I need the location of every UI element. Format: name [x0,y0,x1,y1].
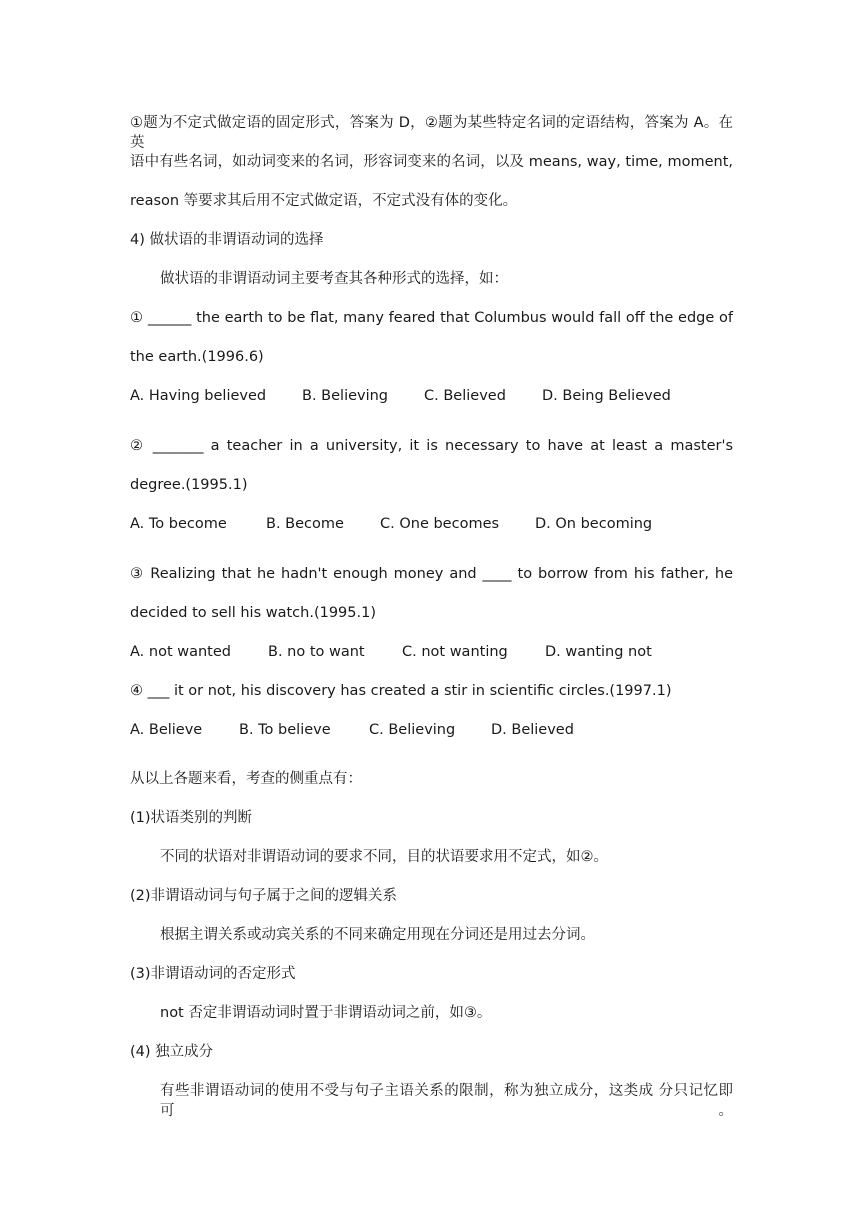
option-d: D. Believed [491,722,574,738]
option-a: A. To become [130,516,227,532]
option-d: D. On becoming [535,516,653,532]
question-1-text-cont: the earth.(1996.6) [130,349,264,365]
question-4-text: ④ ___ it or not, his discovery has created a stir in scientific circles.(1997.1) [130,683,672,699]
option-a: A. not wanted [130,644,231,660]
option-d: D. Being Believed [542,388,671,404]
summary-point-2-title: (2)非谓语动词与句子属于之间的逻辑关系 [130,888,398,904]
summary-point-3-title: (3)非谓语动词的否定形式 [130,966,296,982]
option-c: C. Believing [369,722,456,738]
option-a: A. Having believed [130,388,267,404]
intro-line-2: 语中有些名词，如动词变来的名词，形容词变来的名词，以及 means, way, time, moment, [130,154,733,170]
question-3-options [130,642,733,662]
question-3-text-cont: decided to sell his watch.(1995.1) [130,605,377,621]
summary-heading: 从以上各题来看，考查的侧重点有： [130,771,362,787]
summary-point-1-title: (1)状语类别的判断 [130,810,253,826]
question-4-options [130,720,733,740]
summary-point-3-text: not 否定非谓语动词时置于非谓语动词之前，如③。 [160,1005,492,1021]
option-c: C. Believed [424,388,506,404]
option-b: B. no to want [268,644,365,660]
intro-line-3: reason 等要求其后用不定式做定语，不定式没有体的变化。 [130,193,518,209]
option-b: B. Become [266,516,344,532]
question-2-options [130,514,733,534]
summary-point-4-text: 有些非谓语动词的使用不受与句子主语关系的限制，称为独立成分，这类成 分只记忆即可。 [160,1083,733,1119]
question-2-text: ② _______ a teacher in a university, it is necessary to have at least a master's [130,438,733,454]
question-1-options [130,386,733,406]
question-3-text: ③ Realizing that he hadn't enough money and ____ to borrow from his father, he [130,566,733,582]
intro-line-1: ①题为不定式做定语的固定形式，答案为 D，②题为某些特定名词的定语结构，答案为 A。在英 [130,115,733,151]
section-description: 做状语的非谓语动词主要考查其各种形式的选择，如： [160,271,508,287]
option-b: B. Believing [302,388,389,404]
option-c: C. not wanting [402,644,508,660]
question-2-text-cont: degree.(1995.1) [130,477,248,493]
summary-point-4-title: (4) 独立成分 [130,1044,214,1060]
option-d: D. wanting not [545,644,652,660]
section-heading: 4) 做状语的非谓语动词的选择 [130,232,324,248]
summary-point-2-text: 根据主谓关系或动宾关系的不同来确定用现在分词还是用过去分词。 [160,927,595,943]
summary-point-1-text: 不同的状语对非谓语动词的要求不同，目的状语要求用不定式，如②。 [160,849,608,865]
option-a: A. Believe [130,722,203,738]
question-1-text: ① ______ the earth to be flat, many feared that Columbus would fall off the edge of [130,310,733,326]
option-c: C. One becomes [380,516,500,532]
option-b: B. To believe [239,722,331,738]
